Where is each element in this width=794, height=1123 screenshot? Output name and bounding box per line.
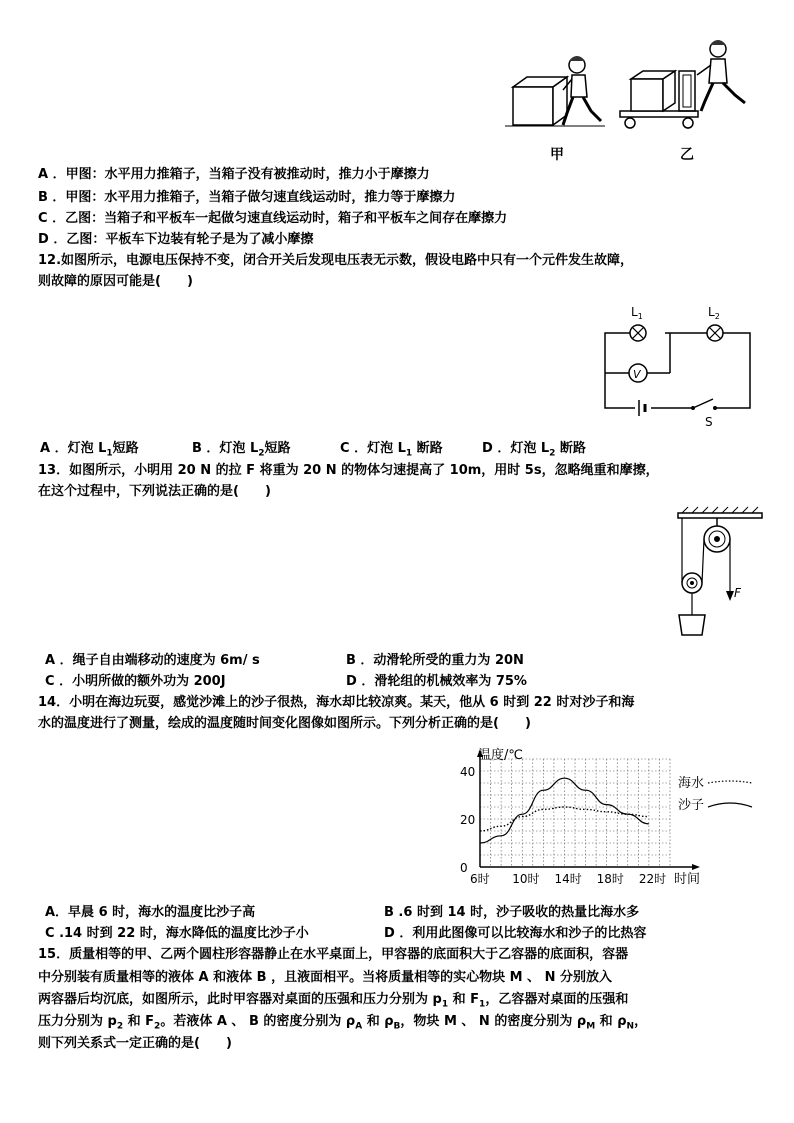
legend-label: 沙子 <box>678 798 705 813</box>
lamp-l2-label: $L_2$ <box>708 305 720 321</box>
chart-grid <box>480 759 670 867</box>
lamp-l1-label: $L_1$ <box>631 305 643 321</box>
q12-option-d: D ．灯泡 $L_2$ 断路 <box>482 441 586 459</box>
q12-stem-line1: 12.如图所示，电源电压保持不变，闭合开关后发现电压表无示数，假设电路中只有一个元件发生故障， <box>38 253 634 268</box>
q14-option-a: A．早晨 6 时，海水的温度比沙子高 <box>45 905 256 920</box>
q13-stem-line1: 13．如图所示，小明用 20 N 的拉 F 将重为 20 N 的物体匀速提高了 10m，用时 5s，忽略绳重和摩擦， <box>38 463 659 478</box>
figure-label-yi: 乙 <box>680 147 694 163</box>
y-axis-label: 温度/℃ <box>478 748 523 763</box>
chart-axes <box>477 749 700 870</box>
q13-option-d: D ．滑轮组的机械效率为 75% <box>346 674 527 689</box>
x-tick-label: 6时 <box>470 872 490 886</box>
chart-labels <box>460 747 752 887</box>
legend-swatch <box>708 803 752 807</box>
q11-figure <box>505 35 765 165</box>
q13-option-c: C ．小明所做的额外功为 200J <box>45 674 226 689</box>
q15-line4: 压力分别为 $p_2$ 和 $F_2$。若液体 A 、 B 的密度分别为 $\rho_A$ 和 $\rho_B$，物块 M 、 N 的密度分别为 $\rho_M$ 和 $\rho_N$， <box>38 1014 648 1032</box>
q11-option-c: C ．乙图：当箱子和平板车一起做匀速直线运动时，箱子和平板车之间存在摩擦力 <box>38 211 508 226</box>
q13-option-b: B ．动滑轮所受的重力为 20N <box>346 653 524 668</box>
y-tick-label: 0 <box>460 861 468 875</box>
q11-option-b: B ．甲图：水平用力推箱子，当箱子做匀速直线运动时，推力等于摩擦力 <box>38 190 456 205</box>
q15-line5: 则下列关系式一定正确的是( ) <box>38 1036 232 1051</box>
q15-line3: 两容器后均沉底，如图所示，此时甲容器对桌面的压强和压力分别为 $p_1$ 和 $F_1$，乙容器对桌面的压强和 <box>38 992 629 1010</box>
legend-label: 海水 <box>678 776 705 791</box>
x-tick-label: 10时 <box>512 872 540 886</box>
q13-stem-line2: 在这个过程中，下列说法正确的是( ) <box>38 484 271 499</box>
q15-line2: 中分别装有质量相等的液体 A 和液体 B ，且液面相平。当将质量相等的实心物块 M 、 N 分别放入 <box>38 970 612 985</box>
voltmeter-label: V <box>633 368 641 381</box>
q14-option-b: B .6 时到 14 时，沙子吸收的热量比海水多 <box>384 905 640 920</box>
switch-label: S <box>705 415 713 429</box>
x-tick-label: 18时 <box>596 872 624 886</box>
x-axis-label: 时间 <box>674 872 701 887</box>
q12-option-a: A ．灯泡 $L_1$短路 <box>40 441 139 459</box>
q11-option-d: D ．乙图：平板车下边装有轮子是为了减小摩擦 <box>38 232 314 247</box>
figure-label-jia: 甲 <box>550 147 564 163</box>
q14-option-c: C .14 时到 22 时，海水降低的温度比沙子小 <box>45 926 309 941</box>
q14-stem-line1: 14．小明在海边玩耍，感觉沙滩上的沙子很热，海水却比较凉爽。某天，他从 6 时到 22 时对沙子和海 <box>38 695 635 710</box>
q14-stem-line2: 水的温度进行了测量，绘成的温度随时间变化图像如图所示。下列分析正确的是( ) <box>38 716 531 731</box>
x-tick-label: 14时 <box>554 872 582 886</box>
legend-swatch <box>708 781 752 783</box>
q12-stem-line2: 则故障的原因可能是( ) <box>38 274 193 289</box>
q11-option-a: A ．甲图：水平用力推箱子，当箱子没有被推动时，推力小于摩擦力 <box>38 167 430 182</box>
q12-option-b: B ．灯泡 $L_2$短路 <box>192 441 291 459</box>
q12-circuit-diagram <box>595 298 760 433</box>
x-tick-label: 22时 <box>638 872 667 886</box>
y-tick-label: 20 <box>460 813 476 827</box>
q15-line1: 15．质量相等的甲、乙两个圆柱形容器静止在水平桌面上，甲容器的底面积大于乙容器的底面积，容器 <box>38 947 629 962</box>
q13-pulley-diagram <box>664 505 764 645</box>
x-axis-arrow <box>692 864 700 870</box>
q14-option-d: D ．利用此图像可以比较海水和沙子的比热容 <box>384 926 647 941</box>
q13-option-a: A ．绳子自由端移动的速度为 6m/ s <box>45 653 260 668</box>
q12-option-c: C ．灯泡 $L_1$ 断路 <box>340 441 443 459</box>
y-tick-label: 40 <box>460 765 476 779</box>
force-f-label: F <box>734 586 741 600</box>
q14-temperature-chart <box>450 745 760 895</box>
